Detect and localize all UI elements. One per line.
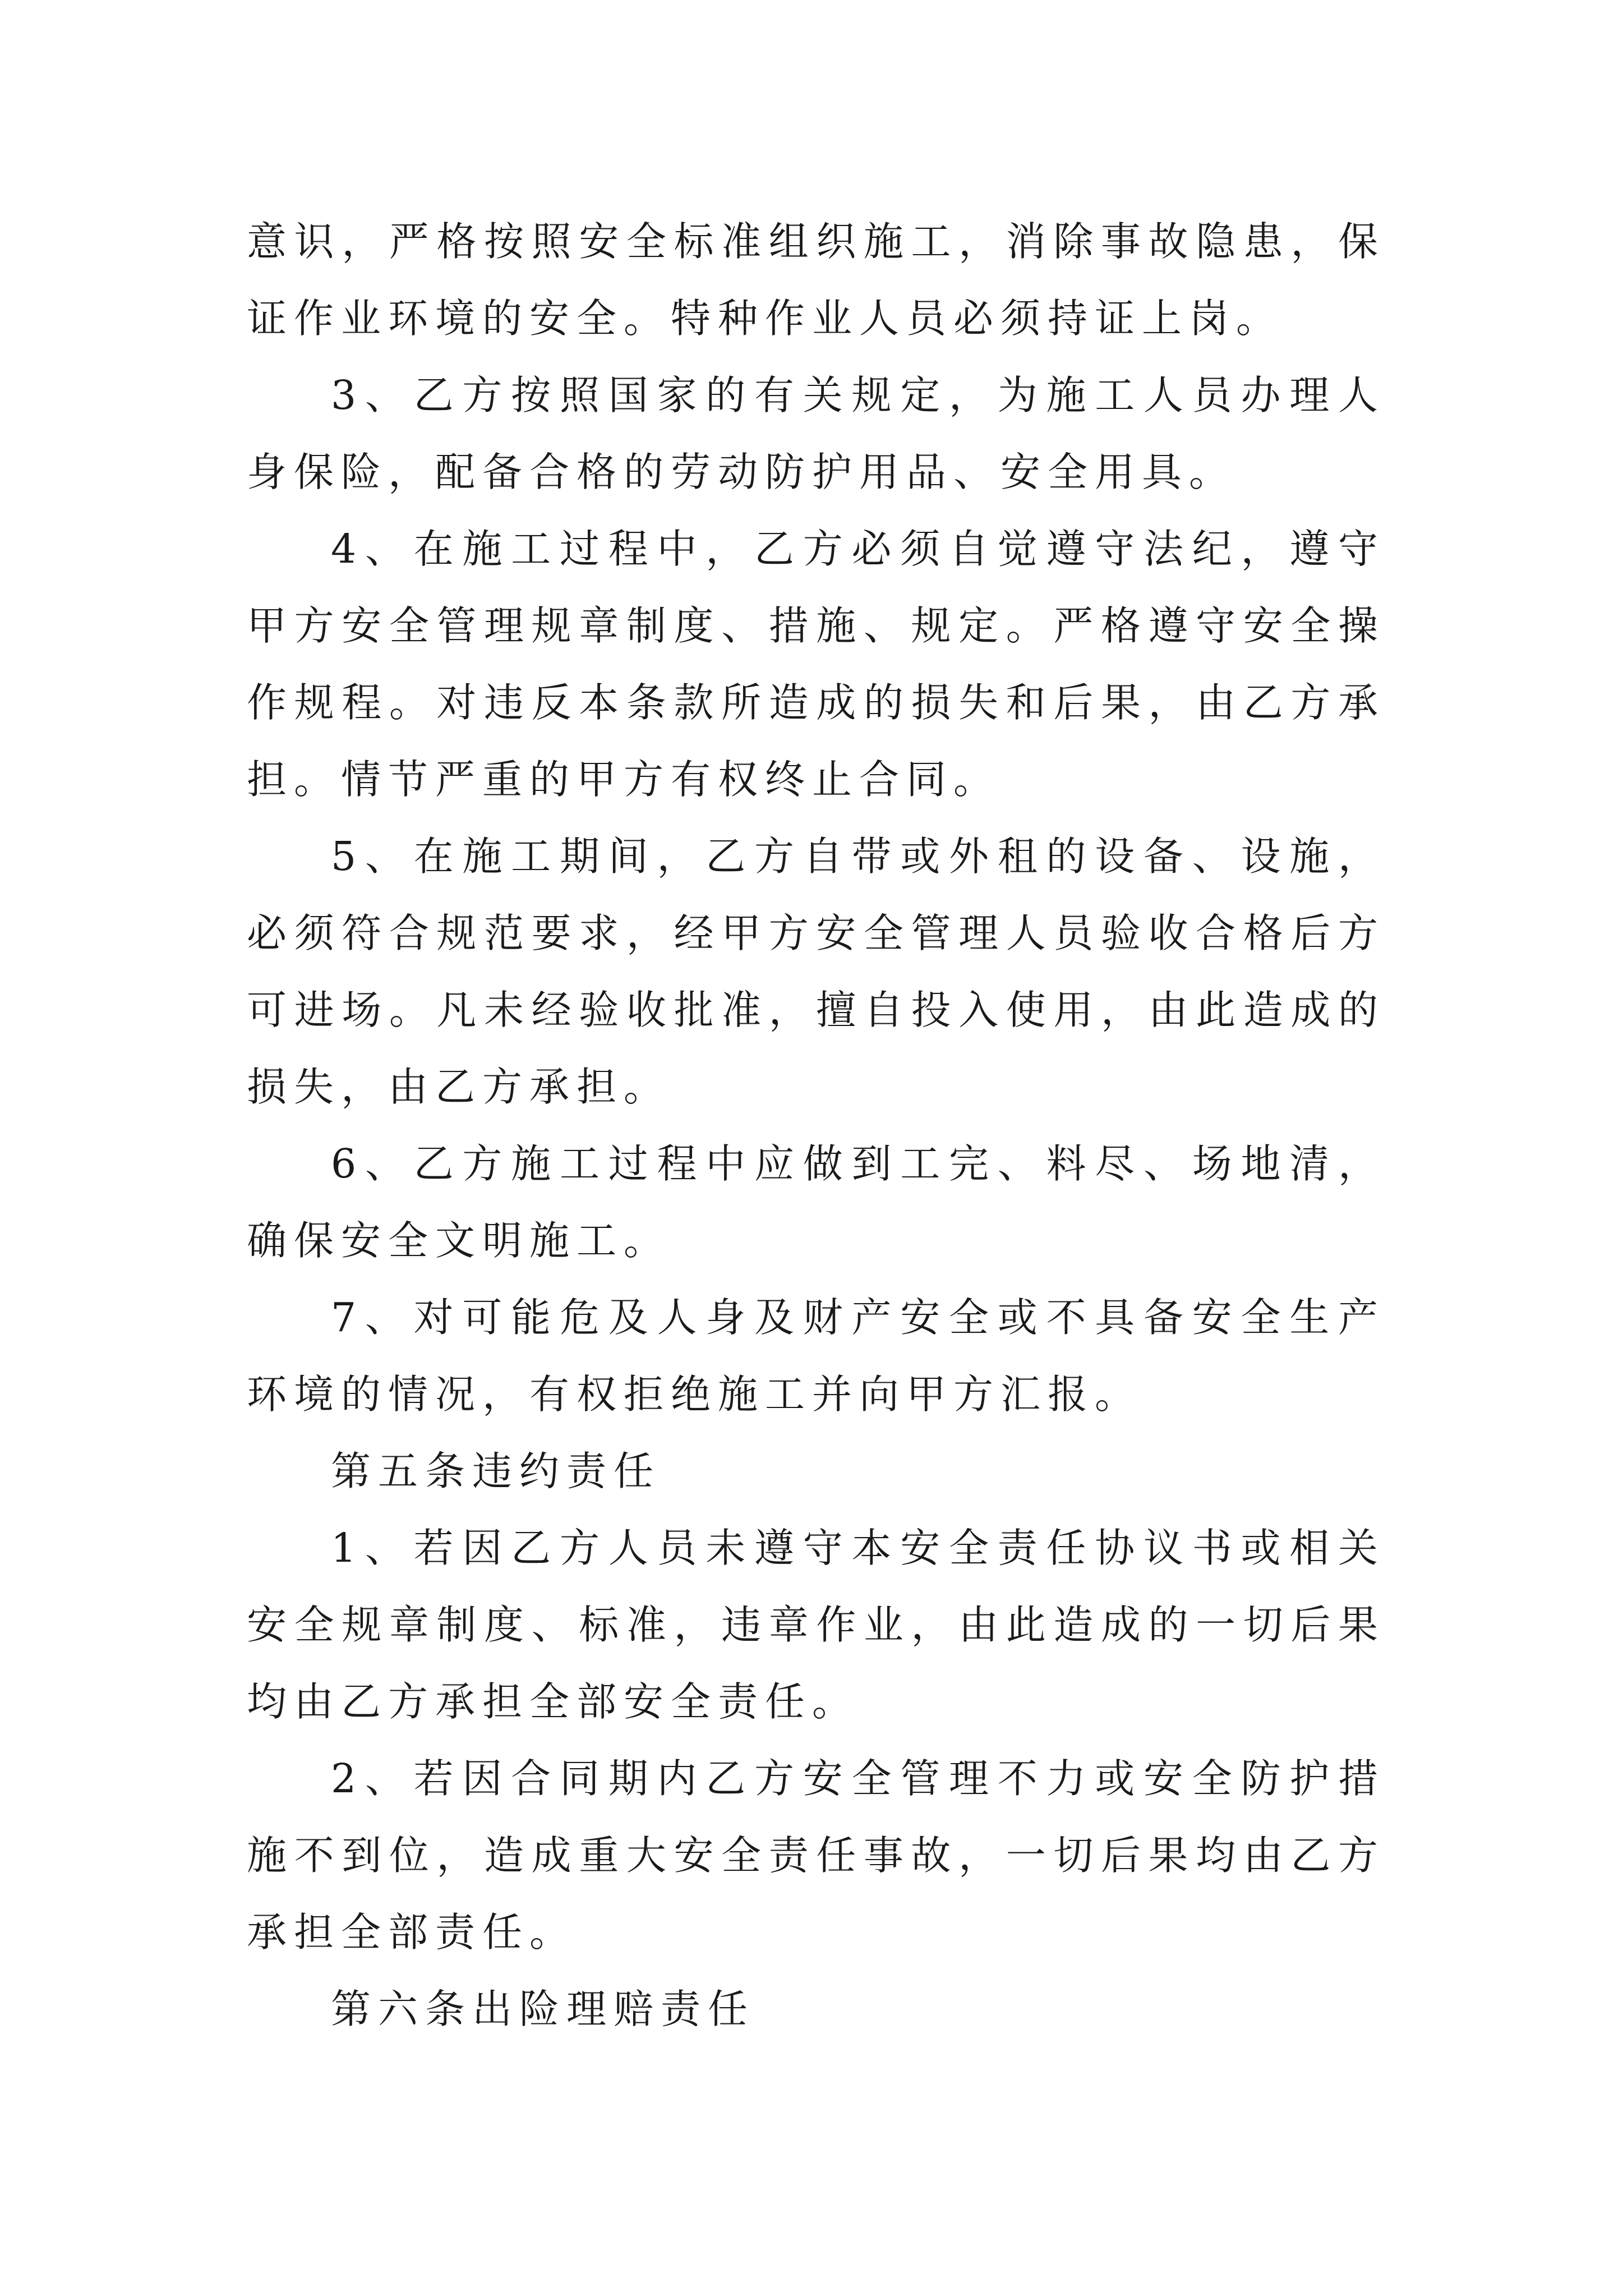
paragraph-clause-7: 7、对可能危及人身及财产安全或不具备安全生产环境的情况，有权拒绝施工并向甲方汇报。 [247,1294,1385,1418]
section-heading-article-5: 第五条违约责任 [331,1448,661,1494]
paragraph-article-5-clause-1: 1、若因乙方人员未遵守本安全责任协议书或相关安全规章制度、标准，违章作业，由此造成的一切后果均由乙方承担全部安全责任。 [247,1525,1385,1725]
section-heading-article-6: 第六条出险理赔责任 [331,1986,755,2032]
paragraph-clause-3: 3、乙方按照国家的有关规定，为施工人员办理人身保险，配备合格的劳动防护用品、安全用具。 [247,372,1385,495]
paragraph-article-5-clause-2: 2、若因合同期内乙方安全管理不力或安全防护措施不到位，造成重大安全责任事故，一切后果均由乙方承担全部责任。 [247,1755,1385,1955]
paragraph-clause-5: 5、在施工期间，乙方自带或外租的设备、设施，必须符合规范要求，经甲方安全管理人员验收合格后方可进场。凡未经验收批准，擅自投入使用，由此造成的损失，由乙方承担。 [247,833,1385,1110]
paragraph-clause-4: 4、在施工过程中，乙方必须自觉遵守法纪，遵守甲方安全管理规章制度、措施、规定。严格遵守安全操作规程。对违反本条款所造成的损失和后果，由乙方承担。情节严重的甲方有权终止合同。 [247,526,1385,803]
document-body [247,203,1385,2047]
paragraph-continuation: 意识，严格按照安全标准组织施工，消除事故隐患，保证作业环境的安全。特种作业人员必须持证上岗。 [247,218,1385,342]
paragraph-clause-6: 6、乙方施工过程中应做到工完、料尽、场地清，确保安全文明施工。 [247,1140,1385,1264]
